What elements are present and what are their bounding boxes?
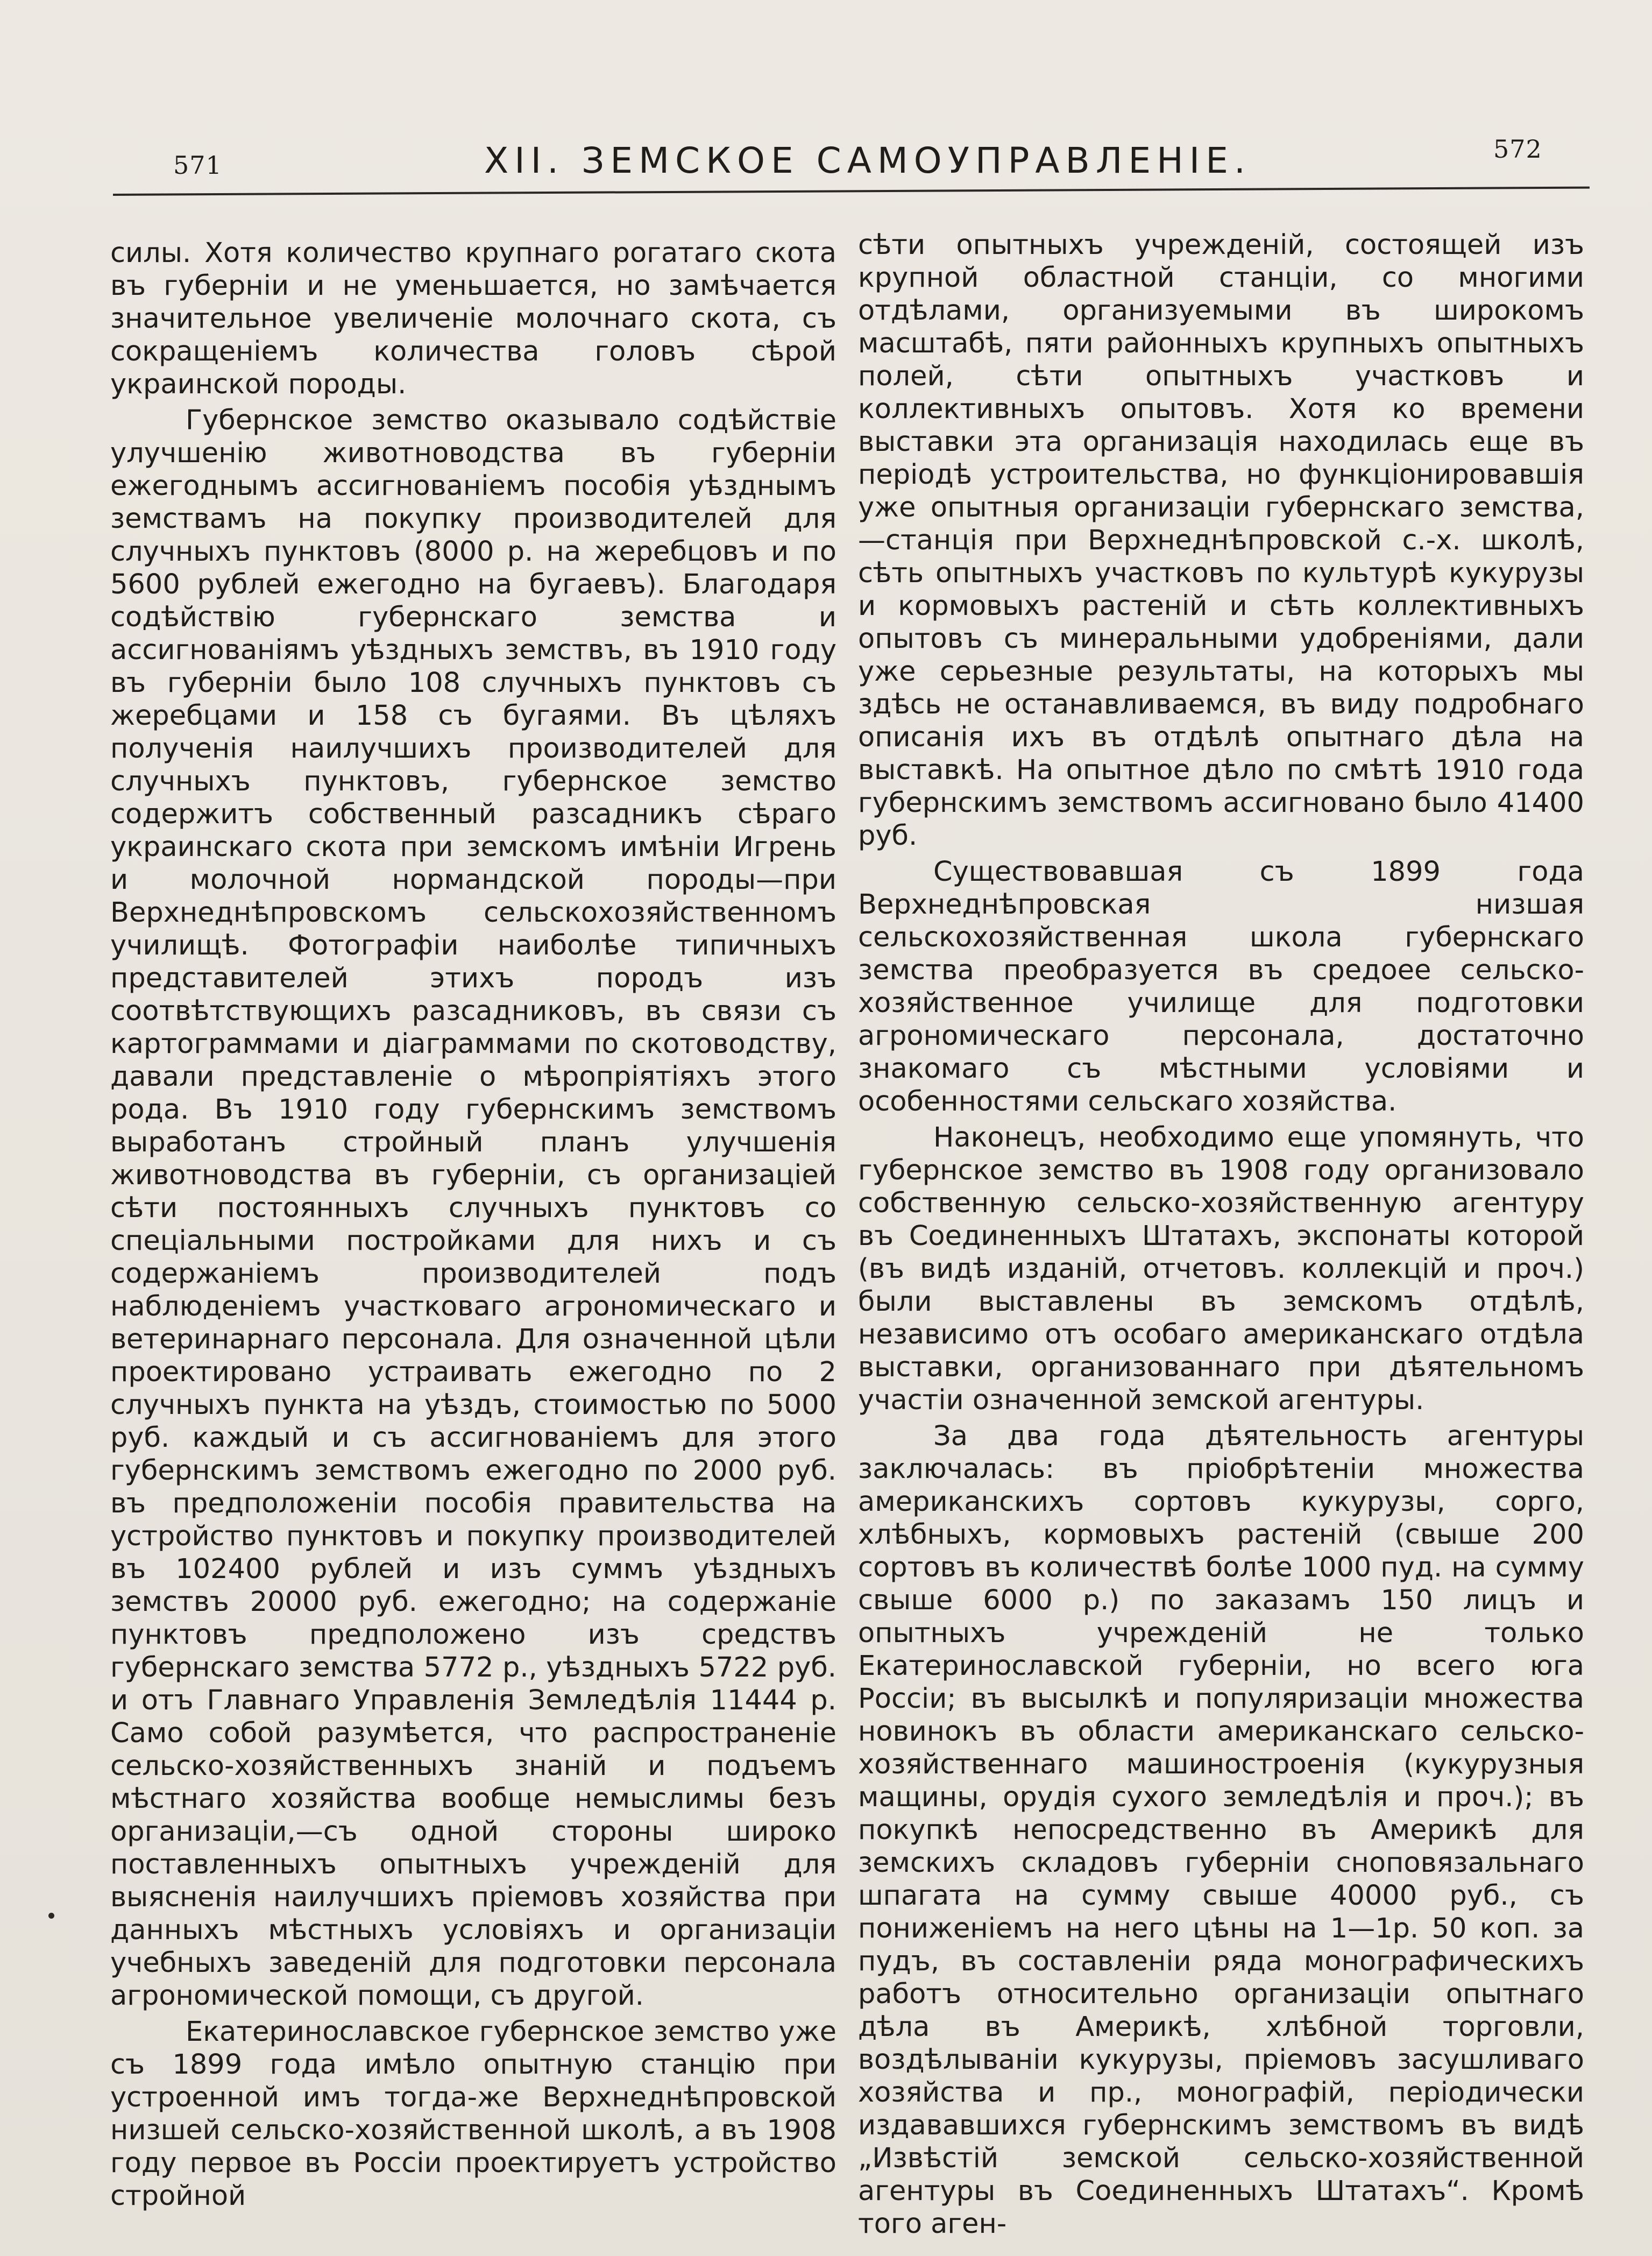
paragraph: За два года дѣятельность агентуры заключалась: въ пріобрѣтеніи множества американскихъ сортовъ кукурузы, сорго, хлѣбныхъ, кормовыхъ растеній (свыше 200 сортовъ въ количествѣ болѣе 1000 пуд. на сумму свыше 6000 р.) по заказамъ 150 лицъ и опытныхъ учрежденій не только Екатеринославской губерніи, но всего юга Россіи; въ высылкѣ и популяризаціи множества новинокъ въ области американскаго сельско-хозяйственнаго машиностроенія (кукурузныя мащины, орудія сухого земледѣлія и проч.); въ покупкѣ непосредственно въ Америкѣ для земскихъ складовъ губерніи сноповязальнаго шпагата на сумму свыше 40000 руб., съ пониженіемъ на него цѣны на 1—1р. 50 коп. за пудъ, въ составленіи ряда монографическихъ работъ относительно организаціи опытнаго дѣла въ Америкѣ, хлѣбной торговли, воздѣлываніи кукурузы, пріемовъ засушливаго хозяйства и пр., монографій, періодически издававшихся губернскимъ земствомъ въ видѣ „Извѣстій земской сельско-хозяйственной агентуры въ Соединенныхъ Штатахъ“. Кромѣ того аген- [858,1420,1584,2240]
paragraph: сѣти опытныхъ учрежденій, состоящей изъ крупной областной станціи, со многими отдѣлами, организуемыми въ широкомъ масштабѣ, пяти районныхъ крупныхъ опытныхъ полей, сѣти опытныхъ участковъ и коллективныхъ опытовъ. Хотя ко времени выставки эта организація находилась еще въ періодѣ устроительства, но функціонировавшія уже опытныя организаціи губернскаго земства,—станція при Верхнеднѣпровской с.-х. школѣ, сѣть опытныхъ участковъ по культурѣ кукурузы и кормовыхъ растеній и сѣть коллективныхъ опытовъ съ минеральными удобреніями, дали уже серьезные результаты, на которыхъ мы здѣсь не останавливаемся, въ виду подробнаго описанія ихъ въ отдѣлѣ опытнаго дѣла на выставкѣ. На опытное дѣло по смѣтѣ 1910 года губернскимъ земствомъ ассигновано было 41400 руб. [858,229,1584,852]
margin-dot [48,1913,54,1919]
paragraph: силы. Хотя количество крупнаго рогатаго скота въ губерніи и не уменьшается, но замѣчается значительное увеличеніе молочнаго скота, съ сокращеніемъ количества головъ сѣрой украинской породы. [110,237,836,400]
paragraph: Губернское земство оказывало содѣйствіе улучшенію животноводства въ губерніи ежегоднымъ ассигнованіемъ пособія уѣзднымъ земствамъ на покупку производителей для случныхъ пунктовъ (8000 р. на жеребцовъ и по 5600 рублей ежегодно на бугаевъ). Благодаря содѣйствію губернскаго земства и ассигнованіямъ уѣздныхъ земствъ, въ 1910 году въ губерніи было 108 случныхъ пунктовъ съ жеребцами и 158 съ бугаями. Въ цѣляхъ полученія наилучшихъ производителей для случныхъ пунктовъ, губернское земство содержитъ собственный разсадникъ сѣраго украинскаго скота при земскомъ имѣніи Игрень и молочной нормандской породы—при Верхнеднѣпровскомъ сельскохозяйственномъ училищѣ. Фотографіи наиболѣе типичныхъ представителей этихъ породъ изъ соотвѣтствующихъ разсадниковъ, въ связи съ картограммами и діаграммами по скотоводству, давали представленіе о мѣропріятіяхъ этого рода. Въ 1910 году губернскимъ земствомъ выработанъ стройный планъ улучшенія животноводства въ губерніи, съ организаціей сѣти постоянныхъ случныхъ пунктовъ со спеціальными постройками для нихъ и съ содержаніемъ производителей подъ наблюденіемъ участковаго агрономическаго и ветеринарнаго персонала. Для означенной цѣли проектировано устраивать ежегодно по 2 случныхъ пункта на уѣздъ, стоимостью по 5000 руб. каждый и съ ассигнованіемъ для этого губернскимъ земствомъ ежегодно по 2000 руб. въ предположеніи пособія правительства на устройство пунктовъ и покупку производителей въ 102400 рублей и изъ суммъ уѣздныхъ земствъ 20000 руб. ежегодно; на содержаніе пунктовъ предположено изъ средствъ губернскаго земства 5772 р., уѣздныхъ 5722 руб. и отъ Главнаго Управленія Земледѣлія 11444 р. Само собой разумѣется, что распространеніе сельско-хозяйственныхъ знаній и подъемъ мѣстнаго хозяйства вообще немыслимы безъ организаціи,—съ одной стороны широко поставленныхъ опытныхъ учрежденій для выясненія наилучшихъ пріемовъ хозяйства при данныхъ мѣстныхъ условіяхъ и организаціи учебныхъ заведеній для подготовки персонала агрономической помощи, съ другой. [110,405,836,2012]
page-number-right: 572 [1493,135,1542,164]
page-header [113,135,1592,194]
paragraph: Екатеринославское губернское земство уже съ 1899 года имѣло опытную станцію при устроенной имъ тогда-же Верхнеднѣпровской низшей сельско-хозяйственной школѣ, а въ 1908 году первое въ Россіи проектируетъ устройство стройной [110,2016,836,2212]
right-column [858,229,1584,2240]
left-column [110,237,836,2212]
paragraph: Существовавшая съ 1899 года Верхнеднѣпровская низшая сельскохозяйственная школа губернскаго земства преобразуется въ средоее сельско-хозяйственное училище для подготовки агрономическаго персонала, достаточно знакомаго съ мѣстными условіями и особенностями сельскаго хозяйства. [858,856,1584,1118]
paragraph: Наконецъ, необходимо еще упомянуть, что губернское земство въ 1908 году организовало собственную сельско-хозяйственную агентуру въ Соединенныхъ Штатахъ, экспонаты которой (въ видѣ изданій, отчетовъ. коллекцій и проч.) были выставлены въ земскомъ отдѣлѣ, независимо отъ особаго американскаго отдѣла выставки, организованнаго при дѣятельномъ участіи означенной земской агентуры. [858,1122,1584,1416]
running-title: XII. ЗЕМСКОЕ САМОУПРАВЛЕНІЕ. [484,140,1251,181]
page-number-left: 571 [173,151,222,180]
